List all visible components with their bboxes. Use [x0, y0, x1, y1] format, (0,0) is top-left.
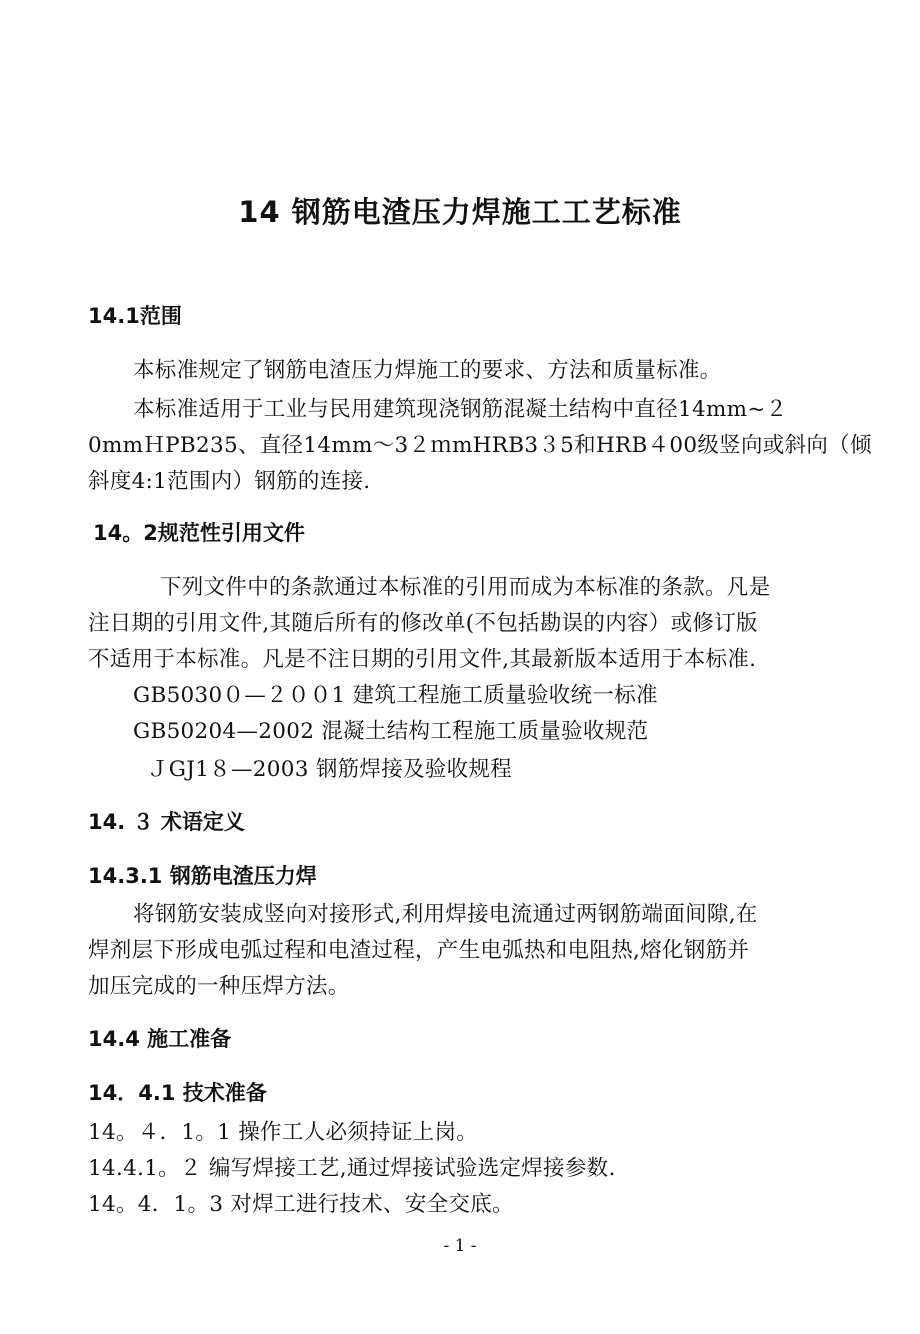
paragraph-line: 注日期的引用文件,其随后所有的修改单(不包括勘误的内容）或修订版: [88, 611, 758, 636]
paragraph-line: 不适用于本标准。凡是不注日期的引用文件,其最新版本适用于本标准.: [88, 647, 757, 672]
section-heading-terms: 14. ３ 术语定义: [88, 810, 245, 834]
paragraph-line: 本标准适用于工业与民用建筑现浇钢筋混凝土结构中直径14mm~２: [133, 397, 788, 422]
page-title: 14 钢筋电渣压力焊施工工艺标准: [238, 195, 682, 229]
list-item: 14。4．1。3 对焊工进行技术、安全交底。: [88, 1192, 514, 1217]
paragraph-line: 0mmＨPB235、直径14mm～3２ｍmHRB3３5和HRB４00级竖向或斜向（倾: [88, 433, 872, 458]
section-heading-preparation: 14.4 施工准备: [88, 1027, 232, 1051]
page-number: - 1 -: [443, 1236, 477, 1256]
paragraph-line: 斜度4:1范围内）钢筋的连接.: [88, 469, 371, 494]
paragraph-line: 下列文件中的条款通过本标准的引用而成为本标准的条款。凡是: [160, 575, 771, 600]
reference-item: GB50204—2002 混凝土结构工程施工质量验收规范: [133, 719, 649, 744]
section-heading-scope: 14.1范围: [88, 304, 182, 328]
reference-item: GB5030０—２００1 建筑工程施工质量验收统一标准: [133, 683, 658, 708]
paragraph-line: 将钢筋安装成竖向对接形式,利用焊接电流通过两钢筋端面间隙,在: [133, 902, 758, 927]
paragraph-line: 加压完成的一种压焊方法。: [88, 974, 350, 999]
list-item: 14.4.1。２ 编写焊接工艺,通过焊接试验选定焊接参数.: [88, 1156, 616, 1181]
subsection-heading-electroslag-welding: 14.3.1 钢筋电渣压力焊: [88, 864, 317, 888]
reference-item: ＪGJ1８—2003 钢筋焊接及验收规程: [147, 757, 513, 782]
list-item: 14。４．1。1 操作工人必须持证上岗。: [88, 1120, 479, 1145]
subsection-heading-technical-preparation: 14．4.1 技术准备: [88, 1081, 267, 1105]
paragraph-line: 本标准规定了钢筋电渣压力焊施工的要求、方法和质量标准。: [133, 358, 722, 383]
section-heading-references: 14。2规范性引用文件: [93, 521, 305, 545]
paragraph-line: 焊剂层下形成电弧过程和电渣过程，产生电弧热和电阻热,熔化钢筋并: [88, 938, 750, 963]
